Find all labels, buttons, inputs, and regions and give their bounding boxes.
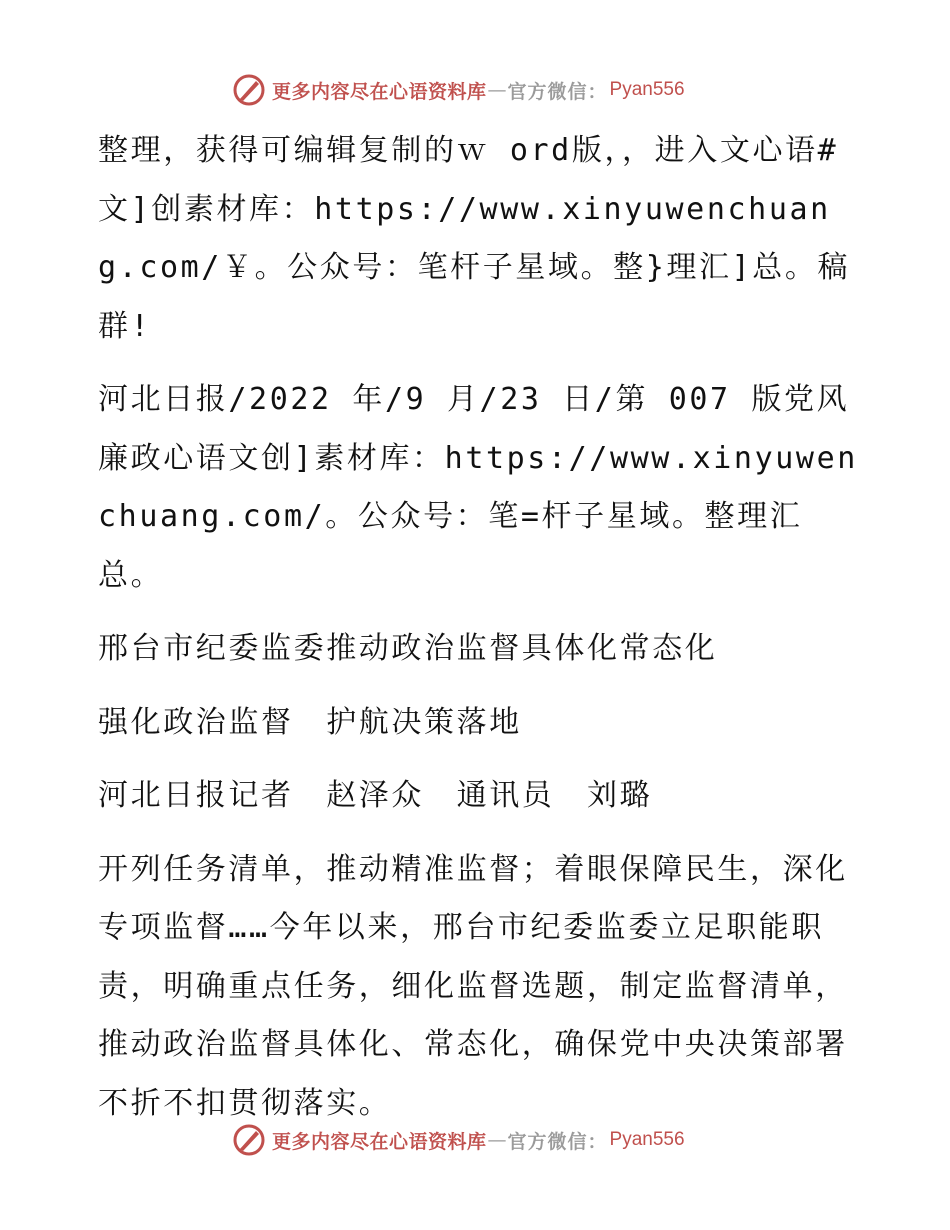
paragraph-source-note: 整理，获得可编辑复制的ｗ ord版，，进入文心语#文]创素材库：https://www.xinyuwenchuang.com/￥。公众号：笔杆子星域。整}理汇]总。稿群! [98, 133, 851, 344]
quill-logo-icon [232, 73, 266, 107]
banner-dash: — [487, 1129, 507, 1151]
banner-wechat-id: Pyan556 [609, 1129, 685, 1150]
banner-wechat-label: 官方微信： [507, 80, 608, 103]
footer-banner [232, 1120, 685, 1160]
quill-logo-icon [232, 1123, 266, 1157]
article-lead-paragraph: 开列任务清单，推动精准监督；着眼保障民生，深化专项监督……今年以来，邢台市纪委监委立足职能职责，明确重点任务，细化监督选题，制定监督清单，推动政治监督具体化、常态化，确保党中央决策部署不折不扣贯彻落实。 [98, 851, 848, 1121]
article-byline: 河北日报记者 赵泽众 通讯员 刘璐 [98, 778, 653, 813]
article-subheadline: 邢台市纪委监委推动政治监督具体化常态化 [98, 631, 718, 666]
banner-slogan: 更多内容尽在心语资料库 [272, 80, 487, 103]
document-body [98, 122, 858, 1148]
paragraph-publication-line: 河北日报/2022 年/9 月/23 日/第 007 版党风廉政心语文创]素材库：https://www.xinyuwenchuang.com/。公众号：笔=杆子星域。整理汇总。 [98, 382, 858, 593]
article-headline: 强化政治监督 护航决策落地 [98, 704, 522, 740]
banner-wechat-label: 官方微信： [507, 1130, 608, 1153]
banner-wechat-id: Pyan556 [609, 79, 685, 100]
header-banner [232, 70, 685, 110]
banner-slogan: 更多内容尽在心语资料库 [272, 1130, 487, 1153]
banner-dash: — [487, 79, 507, 101]
